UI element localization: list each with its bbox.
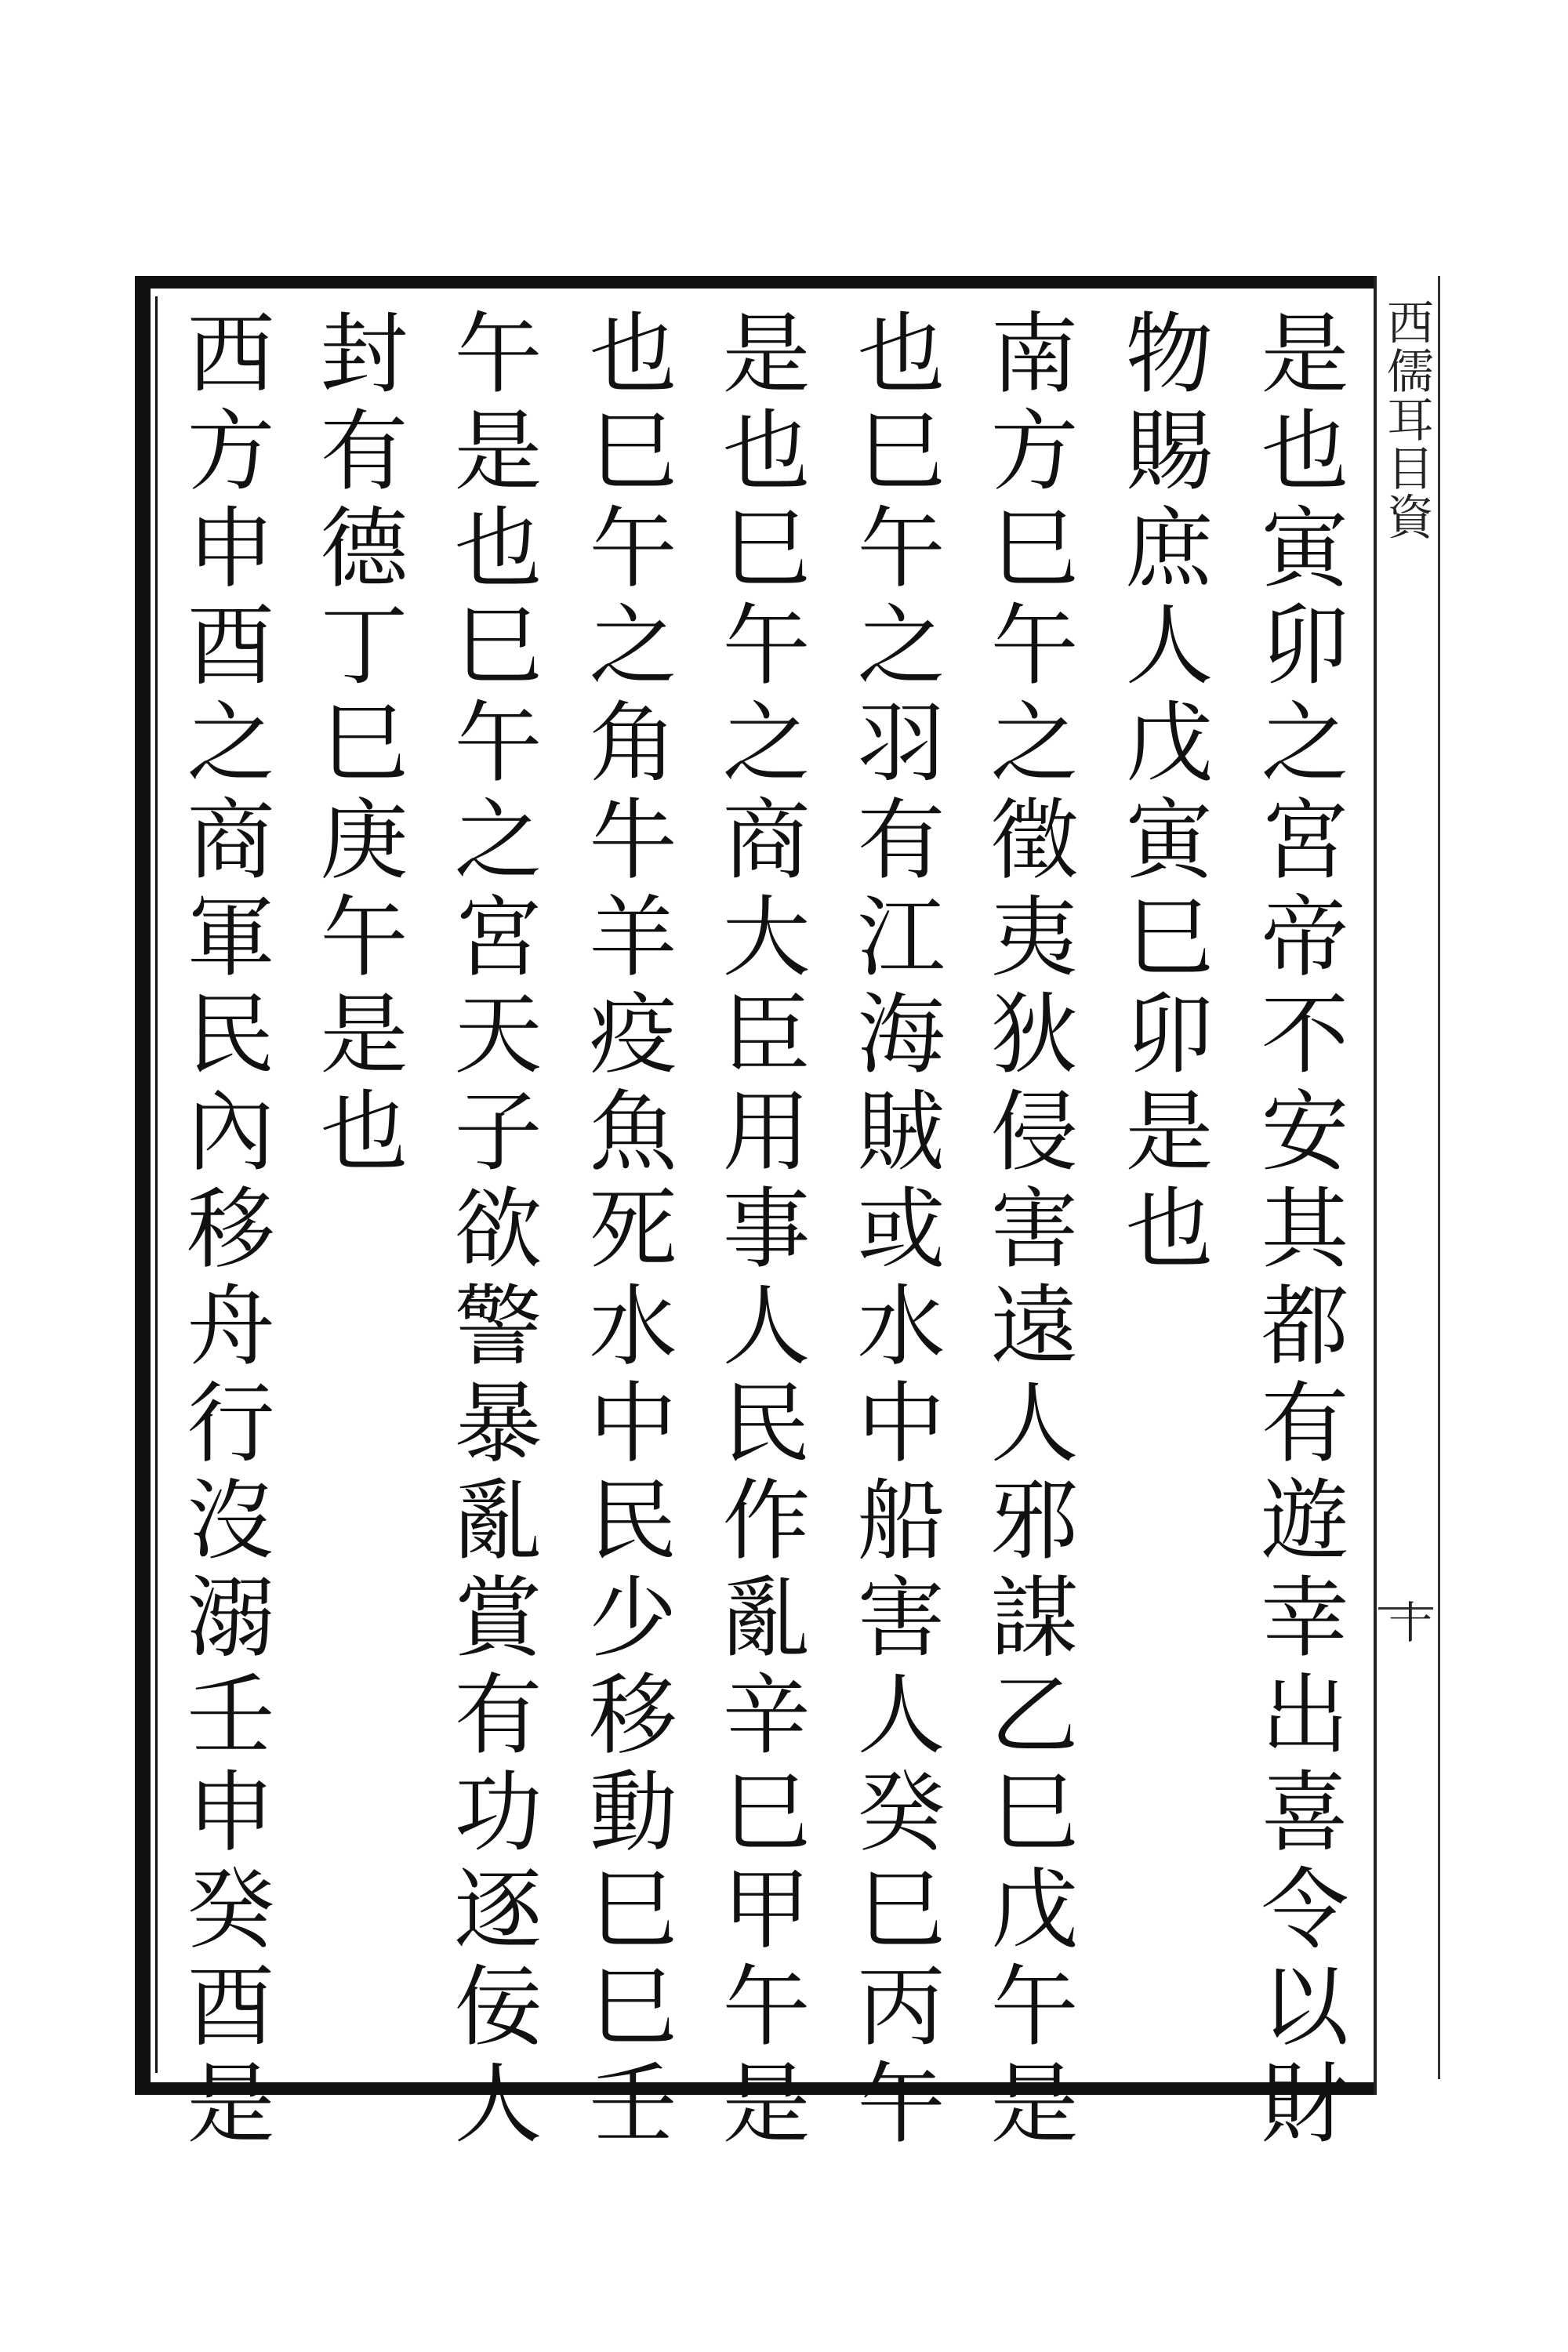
inner-frame-rule — [155, 296, 158, 2073]
text-column-8: 封有德丁巳庚午是也 — [306, 307, 408, 1182]
text-column-5: 是也巳午之商大臣用事人民作亂辛巳甲午是 — [708, 307, 810, 2154]
text-column-7: 午是也巳午之宮天子欲警暴亂賞有功逐佞人 — [440, 307, 542, 2154]
banxin-title: 西儒耳目資 — [1379, 298, 1434, 541]
text-column-6: 也巳午之角牛羊疫魚死水中民少移動巳巳壬 — [575, 307, 677, 2154]
text-column-9: 西方申酉之商軍民內移舟行沒溺壬申癸酉是 — [172, 307, 274, 2154]
banxin-right-rule — [1438, 276, 1440, 2079]
text-column-3: 南方巳午之徵夷狄侵害遠人邪謀乙巳戊午是 — [976, 307, 1078, 2154]
banxin-left-rule — [1374, 276, 1377, 2095]
text-column-4: 也巳午之羽有江海賊或水中船害人癸巳丙午 — [843, 307, 945, 2154]
banxin-page-number: 十 — [1381, 1599, 1432, 1643]
text-column-1: 是也寅卯之宮帝不安其都有遊幸出喜令以財 — [1247, 307, 1348, 2154]
text-column-2: 物賜庶人戊寅巳卯是也 — [1111, 307, 1213, 1279]
